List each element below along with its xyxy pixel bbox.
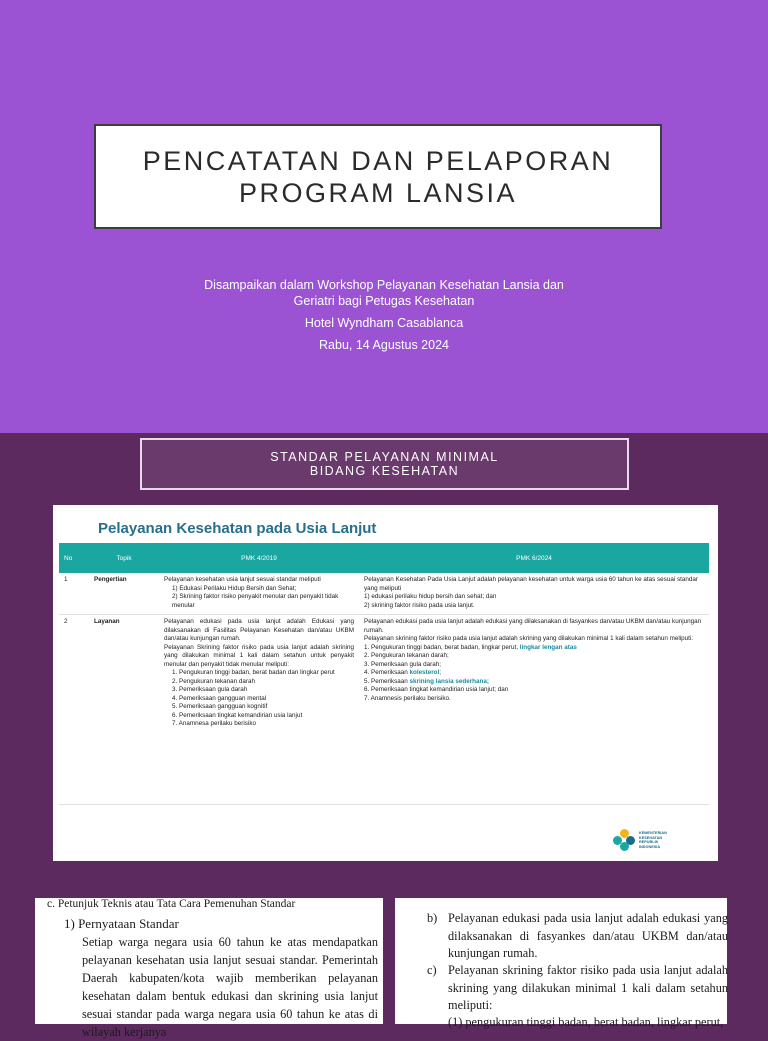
spm-title-line-2: BIDANG KESEHATAN bbox=[309, 464, 460, 478]
list-item-text: 1. Pengukuran tinggi badan, berat badan, lingkar perut, bbox=[364, 643, 520, 651]
list-item: 1. Pengukuran tinggi badan, berat badan dan lingkar perut bbox=[172, 669, 335, 676]
row-pmk4 bbox=[159, 615, 359, 805]
list-item: 5. Pemeriksaan gangguan kognitif bbox=[172, 703, 268, 710]
row-topik: Layanan bbox=[89, 615, 159, 805]
row-no: 1 bbox=[59, 573, 89, 615]
header-pmk6: PMK 6/2024 bbox=[359, 543, 709, 573]
title-line-1: PENCATATAN DAN PELAPORAN bbox=[142, 145, 614, 176]
scan-right bbox=[395, 898, 728, 1029]
kemenkes-logo bbox=[613, 829, 667, 851]
list-item: 2. Pengukuran tekanan darah; bbox=[364, 652, 449, 659]
list-item: 7. Anamnesa perilaku berisiko bbox=[172, 720, 257, 727]
logo-text-line: KESEHATAN bbox=[639, 835, 663, 840]
spm-title-box bbox=[140, 438, 629, 490]
pmk4-paragraph-1: Pelayanan edukasi pada usia lanjut adalah Edukasi yang dilaksanakan di Fasilitas Pelayanan Kesehatan dan/atau UKBM dan/atau kunjungan rumah. bbox=[164, 618, 354, 642]
pmk6-paragraph-2: Pelayanan skrining faktor risiko pada usia lanjut adalah skrining yang dilakukan minimal 1 kali dalam setahun meliputi: bbox=[364, 635, 694, 642]
title-box bbox=[94, 124, 662, 229]
highlight-text: kolesterol bbox=[409, 669, 440, 676]
list-item: 6. Pemeriksaan tingkat kemandirian usia lanjut bbox=[172, 711, 303, 719]
spm-slide bbox=[0, 433, 768, 873]
comparison-table bbox=[59, 543, 709, 805]
pmk4-paragraph-2: Pelayanan Skrining faktor risiko pada usia lanjut adalah skrining yang dilakukan minimal 1 kali dalam setahun untuk penyakit menular dan penyakit tidak menular meliputi: bbox=[164, 643, 354, 668]
highlight-text: skrining lansia sederhana; bbox=[409, 677, 489, 685]
list-item-text: 5. Pemeriksaan bbox=[364, 677, 410, 685]
header-topik: Topik bbox=[89, 543, 159, 573]
list-item-text: ; bbox=[439, 669, 441, 676]
highlight-text: lingkar lengan atas bbox=[519, 643, 577, 651]
scan-subheading: 1) Pernyataan Standar bbox=[64, 916, 179, 931]
title-slide bbox=[0, 0, 768, 433]
logo-text bbox=[639, 831, 667, 849]
list-item-text: 4. Pemeriksaan bbox=[364, 669, 410, 676]
title-line-2: PROGRAM LANSIA bbox=[238, 177, 518, 208]
pmk6-paragraph-1: Pelayanan edukasi pada usia lanjut adalah edukasi yang dilaksanakan di fasyankes dan/atau UKBM dan/atau kunjungan rumah. bbox=[364, 618, 702, 634]
scan-heading: c. Petunjuk Teknis atau Tata Cara Pemenuhan Standar bbox=[47, 898, 296, 910]
document-title: Pelayanan Kesehatan pada Usia Lanjut bbox=[98, 520, 377, 537]
table-row bbox=[59, 573, 709, 615]
item-text: Pelayanan edukasi pada usia lanjut adalah edukasi yang dilaksanakan di fasyankes dan/atau UKBM dan/atau kunjungan rumah. bbox=[448, 911, 728, 960]
slide-title bbox=[143, 145, 614, 209]
kemenkes-logo-icon bbox=[613, 829, 635, 851]
subtitle-line-1: Disampaikan dalam Workshop Pelayanan Kesehatan Lansia dan bbox=[204, 278, 564, 292]
list-item: 1) Edukasi Perilaku Hidup Bersih dan Sehat; bbox=[172, 584, 297, 592]
list-item: 1) edukasi perilaku hidup bersih dan sehat; dan bbox=[364, 593, 497, 600]
venue: Hotel Wyndham Casablanca bbox=[304, 316, 464, 330]
spm-title-line-1: STANDAR PELAYANAN MINIMAL bbox=[270, 450, 499, 464]
logo-text-line: KEMENTERIAN bbox=[639, 831, 667, 835]
list-item: 3. Pemeriksaan gula darah; bbox=[364, 660, 442, 668]
list-item bbox=[364, 678, 704, 687]
header-no: No bbox=[59, 543, 89, 573]
list-item: 2) Skrining faktor risiko penyakit menular dan penyakit tidak menular bbox=[172, 593, 339, 609]
list-item: 7. Anamnesis perilaku berisiko. bbox=[364, 694, 451, 702]
logo-text-line: INDONESIA bbox=[639, 844, 661, 849]
subtitle-block bbox=[0, 277, 768, 353]
list-item: 6. Pemeriksaan tingkat kemandirian usia lanjut; dan bbox=[364, 686, 509, 693]
scan-paragraph: Setiap warga negara usia 60 tahun ke atas mendapatkan pelayanan kesehatan usia lanjut sesuai standar. Pemerintah Daerah kabupaten/kota wajib memberikan pelayanan kesehatan dalam bentuk edukasi dan skrining usia lanjut sesuai standar pada warga negara usia 60 tahun ke atas di wilayah kerjanya bbox=[82, 935, 378, 1039]
item-label: c) bbox=[427, 963, 437, 977]
table-header-row bbox=[59, 543, 709, 573]
row-pmk6 bbox=[359, 573, 709, 615]
list-item: 4. Pemeriksaan gangguan mental bbox=[172, 694, 267, 702]
subtitle-line-2: Geriatri bagi Petugas Kesehatan bbox=[293, 294, 475, 308]
item-label: b) bbox=[427, 911, 438, 925]
scan-item-c1 bbox=[448, 1014, 738, 1032]
scan-left bbox=[35, 898, 383, 1039]
list-item: 2) skrining faktor risiko pada usia lanjut. bbox=[364, 601, 475, 609]
pmk4-intro: Pelayanan kesehatan usia lanjut sesuai standar meliputi bbox=[164, 576, 321, 583]
row-pmk4 bbox=[159, 573, 359, 615]
item-text: Pelayanan skrining faktor risiko pada usia lanjut adalah skrining yang dilakukan minimal 1 kali dalam setahun meliputi: bbox=[448, 963, 728, 1012]
pmk6-intro: Pelayanan Kesehatan Pada Usia Lanjut adalah pelayanan kesehatan untuk warga usia 60 tahun ke atas sesuai standar yang meliputi bbox=[364, 576, 698, 592]
list-item: 2. Pengukuran tekanan darah bbox=[172, 677, 255, 685]
row-topik: Pengertian bbox=[89, 573, 159, 615]
list-item: 3. Pemeriksaan gula darah bbox=[172, 686, 248, 693]
table-row bbox=[59, 615, 709, 805]
comparison-document bbox=[53, 505, 718, 861]
header-pmk4: PMK 4/2019 bbox=[159, 543, 359, 573]
list-item bbox=[364, 669, 704, 678]
row-pmk6 bbox=[359, 615, 709, 805]
row-no: 2 bbox=[59, 615, 89, 805]
logo-text-line: REPUBLIK bbox=[639, 840, 659, 844]
date: Rabu, 14 Agustus 2024 bbox=[319, 338, 449, 352]
item-text: (1) pengukuran tinggi badan, berat badan, lingkar perut, bbox=[448, 1015, 724, 1029]
list-item bbox=[364, 644, 704, 653]
